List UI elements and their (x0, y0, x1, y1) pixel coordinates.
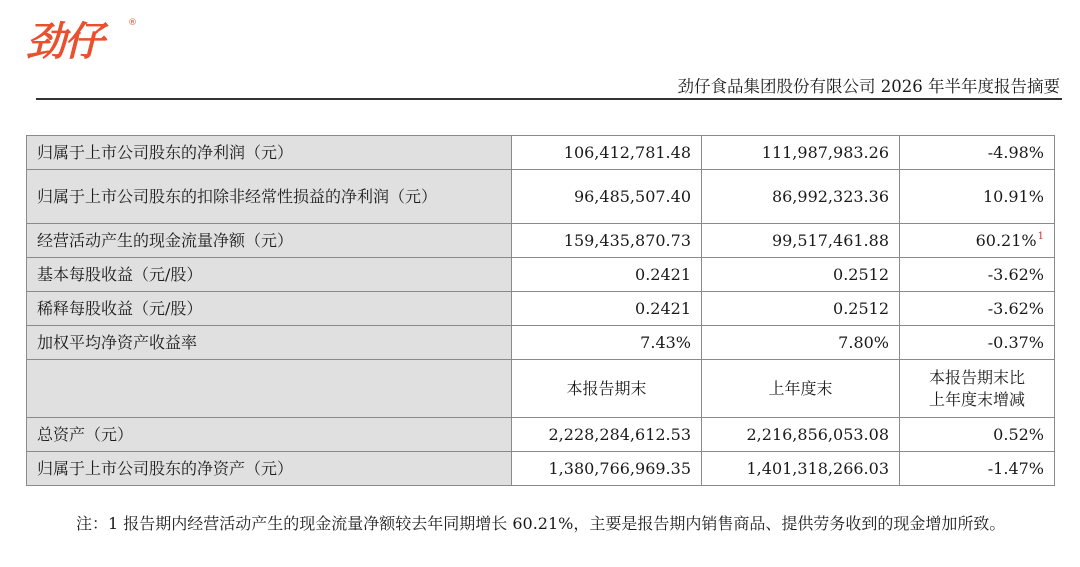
column-header-change-line1: 本报告期末比 (928, 367, 1025, 387)
row-label: 稀释每股收益（元/股） (27, 292, 512, 326)
footnote-marker: 1 (1037, 231, 1044, 243)
row-label: 归属于上市公司股东的扣除非经常性损益的净利润（元） (27, 170, 512, 224)
value-prior-period: 111,987,983.26 (702, 136, 900, 170)
value-change (900, 258, 1055, 292)
table-row (27, 452, 1055, 486)
value-prior-year-end: 2,216,856,053.08 (702, 418, 900, 452)
change-value: -3.62% (987, 264, 1044, 284)
value-change (900, 326, 1055, 360)
financial-summary-table (26, 135, 1055, 486)
change-value: 10.91% (982, 186, 1044, 206)
table-section-b (27, 418, 1055, 486)
value-current-period-end: 2,228,284,612.53 (512, 418, 702, 452)
change-value: -0.37% (987, 332, 1044, 352)
logo-text: 劲仔 (26, 19, 102, 65)
table-row (27, 224, 1055, 258)
column-header-change (900, 360, 1055, 418)
brand-logo (12, 6, 137, 74)
table-row (27, 360, 1055, 418)
value-current-period: 159,435,870.73 (512, 224, 702, 258)
table-row (27, 292, 1055, 326)
value-current-period: 0.2421 (512, 258, 702, 292)
value-change (900, 136, 1055, 170)
value-current-period: 0.2421 (512, 292, 702, 326)
value-current-period: 96,485,507.40 (512, 170, 702, 224)
value-prior-period: 86,992,323.36 (702, 170, 900, 224)
table-row (27, 326, 1055, 360)
table-row (27, 170, 1055, 224)
value-prior-period: 0.2512 (702, 258, 900, 292)
value-prior-period: 7.80% (702, 326, 900, 360)
value-current-period: 7.43% (512, 326, 702, 360)
row-label: 总资产（元） (27, 418, 512, 452)
header-rule (36, 98, 1062, 100)
row-label: 基本每股收益（元/股） (27, 258, 512, 292)
row-label: 经营活动产生的现金流量净额（元） (27, 224, 512, 258)
value-change (900, 170, 1055, 224)
value-change: -1.47% (900, 452, 1055, 486)
change-value: 60.21% (975, 230, 1037, 250)
registered-mark: ® (128, 18, 137, 28)
value-prior-period: 99,517,461.88 (702, 224, 900, 258)
value-current-period-end: 1,380,766,969.35 (512, 452, 702, 486)
column-header-prior-year-end: 上年度末 (702, 360, 900, 418)
value-current-period: 106,412,781.48 (512, 136, 702, 170)
table-section-b-header (27, 360, 1055, 418)
table-row (27, 136, 1055, 170)
value-change (900, 292, 1055, 326)
footnote-text: 注：1 报告期内经营活动产生的现金流量净额较去年同期增长 60.21%，主要是报告期内销售商品、提供劳务收到的现金增加所致。 (76, 514, 1006, 533)
value-prior-period: 0.2512 (702, 292, 900, 326)
table-row (27, 418, 1055, 452)
column-header-current-period-end: 本报告期末 (512, 360, 702, 418)
table-section-a (27, 136, 1055, 360)
document-title: 劲仔食品集团股份有限公司 2026 年半年度报告摘要 (677, 77, 1060, 96)
table-row (27, 258, 1055, 292)
change-value: -3.62% (987, 298, 1044, 318)
change-value: -4.98% (987, 142, 1044, 162)
row-label: 加权平均净资产收益率 (27, 326, 512, 360)
header-blank-cell (27, 360, 512, 418)
value-change (900, 224, 1055, 258)
row-label: 归属于上市公司股东的净利润（元） (27, 136, 512, 170)
value-prior-year-end: 1,401,318,266.03 (702, 452, 900, 486)
row-label: 归属于上市公司股东的净资产（元） (27, 452, 512, 486)
column-header-change-line2: 上年度末增减 (928, 389, 1025, 409)
value-change: 0.52% (900, 418, 1055, 452)
